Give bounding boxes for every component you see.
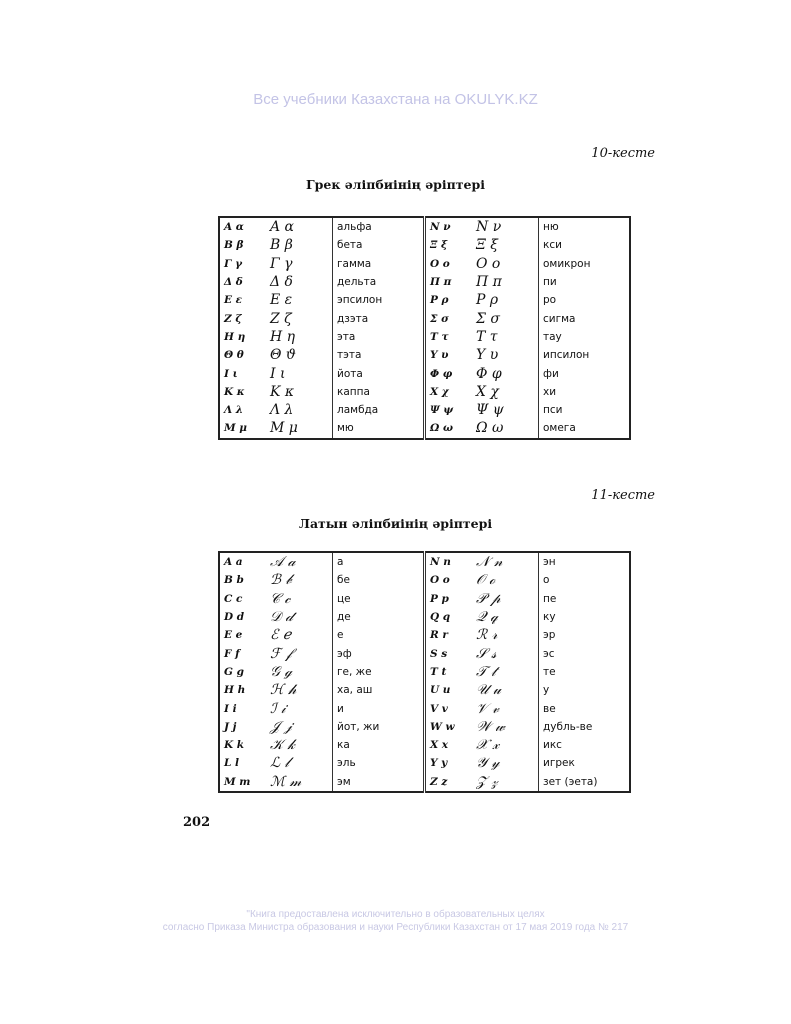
letter-name: каппа <box>337 385 370 398</box>
handwritten-letter: 𝒵 𝓏 <box>472 773 539 792</box>
letter-name: ипсилон <box>539 346 631 364</box>
letter-name: пси <box>539 401 631 419</box>
printed-letter: Ε ε <box>224 294 243 307</box>
printed-letter: Λ λ <box>224 404 244 417</box>
footer-line-1: "Книга предоставлена исключительно в образовательных целях <box>246 909 545 920</box>
handwritten-letter: Ο ο <box>472 255 539 273</box>
letter-name: зет (эета) <box>539 773 631 792</box>
letter-name: бе <box>337 574 350 587</box>
handwritten-letter: Ψ ψ <box>472 401 539 419</box>
handwritten-letter: Β β <box>266 236 333 254</box>
handwritten-letter: 𝒰 𝓊 <box>472 681 539 699</box>
printed-letter: Ρ ρ <box>425 291 473 309</box>
table-row <box>219 736 630 754</box>
letter-name: йот, жи <box>337 720 380 733</box>
letter-name: о <box>539 571 631 589</box>
printed-letter: P p <box>425 590 473 608</box>
printed-letter: Χ χ <box>425 383 473 401</box>
letter-name: дубль-ве <box>539 718 631 736</box>
printed-letter: Α α <box>224 221 244 234</box>
table-row <box>219 401 630 419</box>
letter-name: эс <box>539 644 631 662</box>
letter-name: омега <box>539 419 631 438</box>
printed-letter: Ψ ψ <box>425 401 473 419</box>
table-row <box>219 217 630 236</box>
printed-letter: Η η <box>224 330 246 343</box>
printed-letter: R r <box>425 626 473 644</box>
handwritten-letter: 𝒳 𝓍 <box>472 736 539 754</box>
handwritten-letter: ℒ 𝓁 <box>266 754 333 772</box>
printed-letter: F f <box>224 647 240 660</box>
handwritten-letter: 𝒟 𝒹 <box>266 608 333 626</box>
table-10-title: Грек әліпбиінің әріптері <box>306 177 485 192</box>
letter-name: ха, аш <box>337 684 373 697</box>
printed-letter: Γ γ <box>224 257 243 270</box>
handwritten-letter: Ω ω <box>472 419 539 438</box>
table-row <box>219 644 630 662</box>
letter-name: эль <box>337 757 356 770</box>
letter-name: сигма <box>539 309 631 327</box>
table-row <box>219 718 630 736</box>
printed-letter: Ι ι <box>224 367 238 380</box>
table-row <box>219 681 630 699</box>
printed-letter: S s <box>425 644 473 662</box>
printed-letter: K k <box>224 739 245 752</box>
table-row <box>219 571 630 589</box>
printed-letter: A a <box>224 556 243 569</box>
printed-letter: Ζ ζ <box>224 312 242 325</box>
printed-letter: Z z <box>425 773 473 792</box>
printed-letter: V v <box>425 699 473 717</box>
handwritten-letter: Γ γ <box>266 255 333 273</box>
footer-notice <box>0 908 791 934</box>
letter-name: це <box>337 592 351 605</box>
printed-letter: Ν ν <box>425 217 473 236</box>
handwritten-letter: Π π <box>472 273 539 291</box>
greek-alphabet-table <box>218 216 631 440</box>
handwritten-letter: Ρ ρ <box>472 291 539 309</box>
printed-letter: U u <box>425 681 473 699</box>
handwritten-letter: ℱ 𝒻 <box>266 644 333 662</box>
handwritten-letter: Ε ε <box>266 291 333 309</box>
handwritten-letter: 𝒢 ℊ <box>266 663 333 681</box>
watermark-top: Все учебники Казахстана на OKULYK.KZ <box>253 91 538 108</box>
letter-name: бета <box>337 239 363 252</box>
handwritten-letter: Ν ν <box>472 217 539 236</box>
table-row <box>219 552 630 571</box>
table-11-number: 11-кесте <box>591 488 655 503</box>
printed-letter: Ο ο <box>425 255 473 273</box>
letter-name: а <box>337 556 344 569</box>
letter-name: кси <box>539 236 631 254</box>
printed-letter: W w <box>425 718 473 736</box>
letter-name: ге, же <box>337 665 372 678</box>
letter-name: е <box>337 629 344 642</box>
printed-letter: O o <box>425 571 473 589</box>
handwritten-letter: Ζ ζ <box>266 309 333 327</box>
footer-line-2: согласно Приказа Министра образования и науки Республики Казахстан от 17 мая 2019 года № 217 <box>162 922 629 933</box>
table-row <box>219 419 630 438</box>
handwritten-letter: Μ μ <box>266 419 333 438</box>
printed-letter: M m <box>224 775 251 788</box>
handwritten-letter: 𝒦 𝓀 <box>266 736 333 754</box>
latin-alphabet-table <box>218 551 631 793</box>
letter-name: омикрон <box>539 255 631 273</box>
letter-name: гамма <box>337 257 372 270</box>
printed-letter: B b <box>224 574 244 587</box>
letter-name: де <box>337 611 351 624</box>
table-row <box>219 328 630 346</box>
letter-name: ламбда <box>337 404 379 417</box>
handwritten-letter: 𝒱 𝓋 <box>472 699 539 717</box>
handwritten-letter: 𝒲 𝓌 <box>472 718 539 736</box>
handwritten-letter: Χ χ <box>472 383 539 401</box>
letter-name: мю <box>337 422 354 435</box>
printed-letter: T t <box>425 663 473 681</box>
handwritten-letter: Ι ι <box>266 364 333 382</box>
printed-letter: Υ υ <box>425 346 473 364</box>
table-row <box>219 383 630 401</box>
printed-letter: N n <box>425 552 473 571</box>
letter-name: хи <box>539 383 631 401</box>
table-row <box>219 699 630 717</box>
letter-name: дельта <box>337 276 377 289</box>
handwritten-letter: 𝒴 𝓎 <box>472 754 539 772</box>
printed-letter: I i <box>224 702 237 715</box>
printed-letter: H h <box>224 684 246 697</box>
printed-letter: Σ σ <box>425 309 473 327</box>
letter-name: эн <box>539 552 631 571</box>
letter-name: эта <box>337 330 356 343</box>
table-row <box>219 773 630 792</box>
printed-letter: Δ δ <box>224 276 243 289</box>
handwritten-letter: Λ λ <box>266 401 333 419</box>
handwritten-letter: Δ δ <box>266 273 333 291</box>
letter-name: ро <box>539 291 631 309</box>
table-11-title: Латын әліпбиінің әріптері <box>298 516 493 531</box>
printed-letter: C c <box>224 592 243 605</box>
handwritten-letter: Θ ϑ <box>266 346 333 364</box>
table-row <box>219 346 630 364</box>
letter-name: тэта <box>337 349 362 362</box>
letter-name: и <box>337 702 344 715</box>
handwritten-letter: 𝒯 𝓉 <box>472 663 539 681</box>
printed-letter: E e <box>224 629 243 642</box>
table-row <box>219 291 630 309</box>
handwritten-letter: Σ σ <box>472 309 539 327</box>
letter-name: ка <box>337 739 350 752</box>
printed-letter: Π π <box>425 273 473 291</box>
handwritten-letter: ℰ ℯ <box>266 626 333 644</box>
printed-letter: Β β <box>224 239 244 252</box>
letter-name: игрек <box>539 754 631 772</box>
table-row <box>219 309 630 327</box>
handwritten-letter: Κ κ <box>266 383 333 401</box>
letter-name: у <box>539 681 631 699</box>
table-row <box>219 608 630 626</box>
printed-letter: D d <box>224 611 245 624</box>
printed-letter: Ω ω <box>425 419 473 438</box>
letter-name: альфа <box>337 221 372 234</box>
printed-letter: G g <box>224 665 244 678</box>
letter-name: эр <box>539 626 631 644</box>
handwritten-letter: ℳ 𝓂 <box>266 773 333 792</box>
printed-letter: Κ κ <box>224 385 245 398</box>
table-row <box>219 364 630 382</box>
printed-letter: Ξ ξ <box>425 236 473 254</box>
letter-name: ку <box>539 608 631 626</box>
letter-name: эм <box>337 775 351 788</box>
printed-letter: Q q <box>425 608 473 626</box>
letter-name: эпсилон <box>337 294 383 307</box>
handwritten-letter: Ξ ξ <box>472 236 539 254</box>
handwritten-letter: Η η <box>266 328 333 346</box>
page-number: 202 <box>183 815 211 830</box>
letter-name: ве <box>539 699 631 717</box>
handwritten-letter: 𝒥 𝒿 <box>266 718 333 736</box>
table-row <box>219 754 630 772</box>
handwritten-letter: 𝒫 𝓅 <box>472 590 539 608</box>
handwritten-letter: ℐ 𝒾 <box>266 699 333 717</box>
handwritten-letter: ℛ 𝓇 <box>472 626 539 644</box>
letter-name: икс <box>539 736 631 754</box>
table-row <box>219 273 630 291</box>
printed-letter: Φ φ <box>425 364 473 382</box>
letter-name: пи <box>539 273 631 291</box>
handwritten-letter: Φ φ <box>472 364 539 382</box>
table-row <box>219 255 630 273</box>
table-row <box>219 236 630 254</box>
printed-letter: Τ τ <box>425 328 473 346</box>
printed-letter: J j <box>224 720 237 733</box>
handwritten-letter: ℋ 𝒽 <box>266 681 333 699</box>
letter-name: йота <box>337 367 363 380</box>
table-row <box>219 663 630 681</box>
table-row <box>219 626 630 644</box>
handwritten-letter: 𝒜 𝒶 <box>266 552 333 571</box>
handwritten-letter: 𝒪 ℴ <box>472 571 539 589</box>
letter-name: пе <box>539 590 631 608</box>
printed-letter: X x <box>425 736 473 754</box>
handwritten-letter: 𝒬 𝓆 <box>472 608 539 626</box>
handwritten-letter: Α α <box>266 217 333 236</box>
handwritten-letter: 𝒩 𝓃 <box>472 552 539 571</box>
printed-letter: Θ θ <box>224 349 244 362</box>
table-row <box>219 590 630 608</box>
printed-letter: Μ μ <box>224 422 247 435</box>
letter-name: тау <box>539 328 631 346</box>
table-10-number: 10-кесте <box>591 146 655 161</box>
handwritten-letter: 𝒮 𝓈 <box>472 644 539 662</box>
letter-name: эф <box>337 647 352 660</box>
printed-letter: L l <box>224 757 240 770</box>
letter-name: дзэта <box>337 312 369 325</box>
handwritten-letter: ℬ 𝒷 <box>266 571 333 589</box>
letter-name: ню <box>539 217 631 236</box>
handwritten-letter: 𝒞 𝒸 <box>266 590 333 608</box>
letter-name: те <box>539 663 631 681</box>
printed-letter: Y y <box>425 754 473 772</box>
handwritten-letter: Τ τ <box>472 328 539 346</box>
letter-name: фи <box>539 364 631 382</box>
handwritten-letter: Υ υ <box>472 346 539 364</box>
